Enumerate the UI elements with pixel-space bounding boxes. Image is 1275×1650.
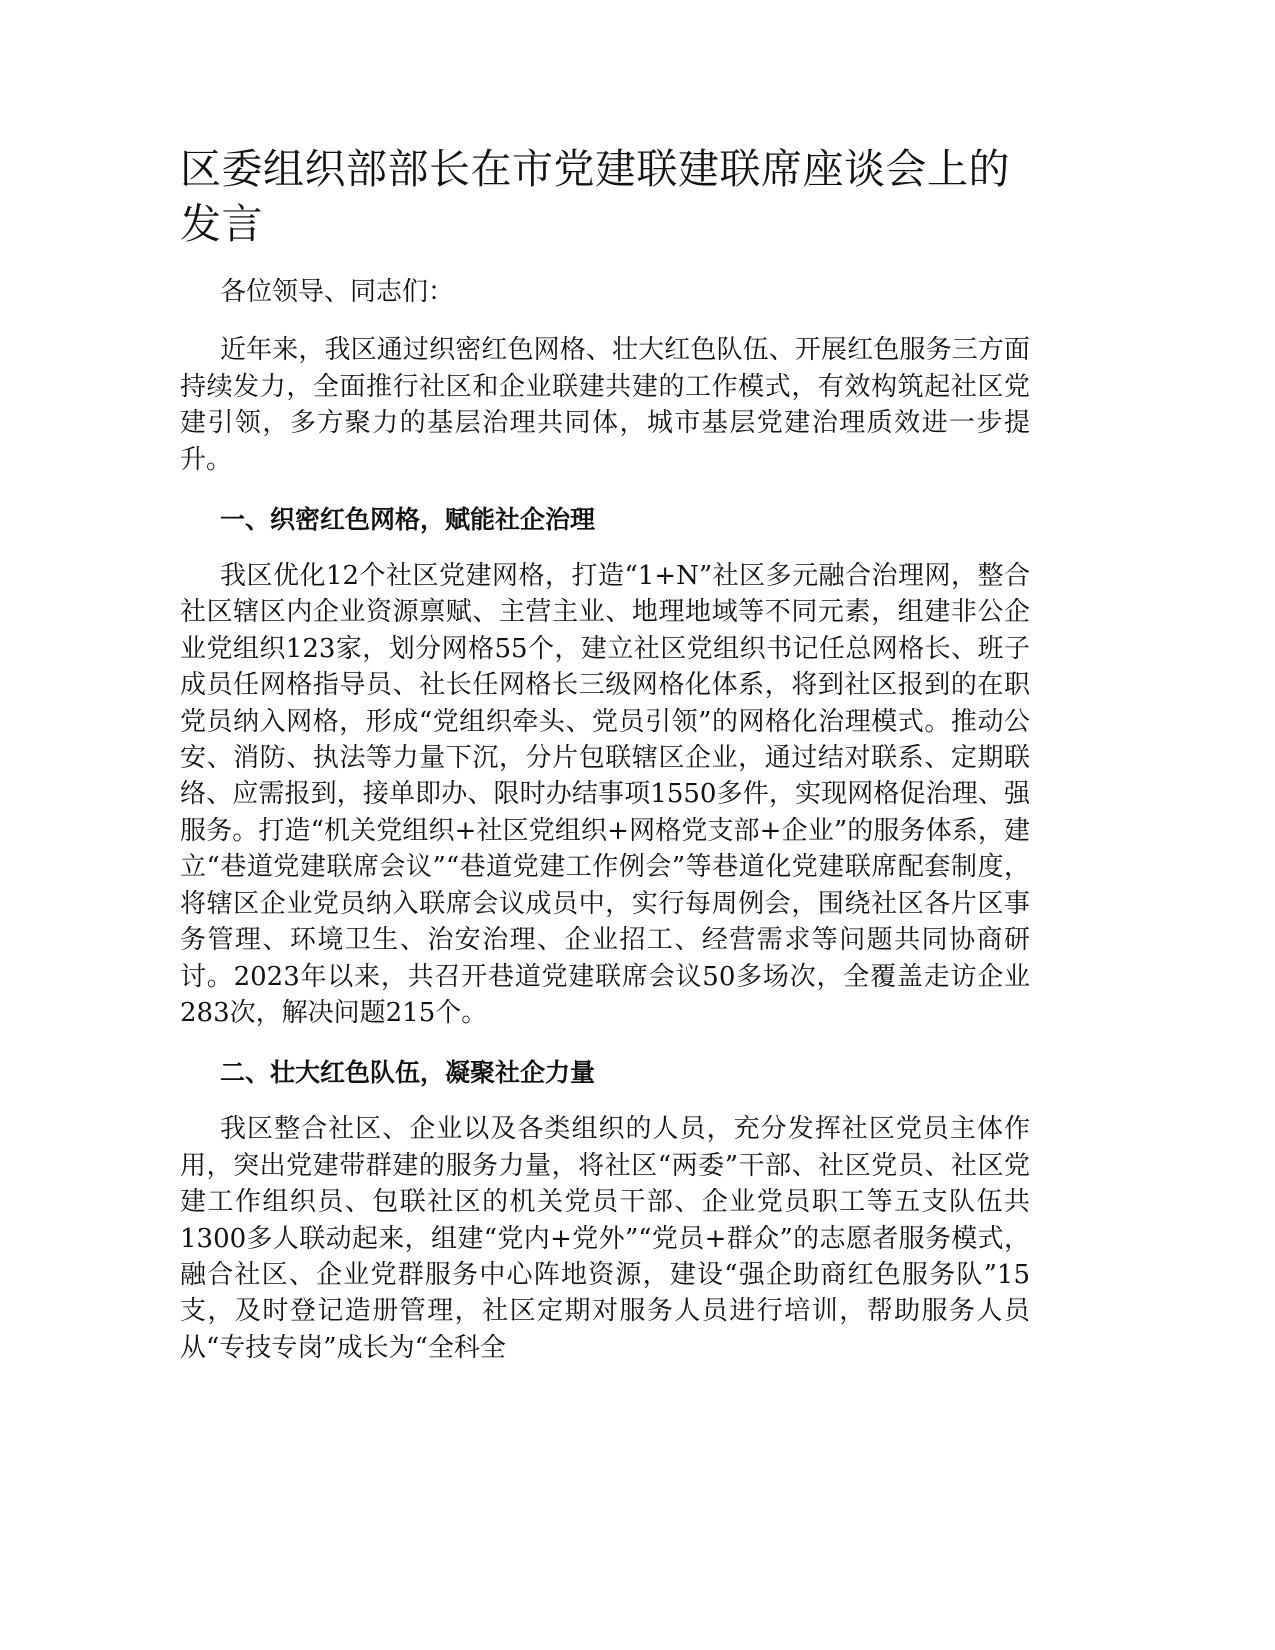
salutation: 各位领导、同志们： [220, 277, 455, 307]
document-page [180, 142, 1030, 1390]
section-body-2: 我区整合社区、企业以及各类组织的人员，充分发挥社区党员主体作用，突出党建带群建的服务力量，将社区“两委”干部、社区党员、社区党建工作组织员、包联社区的机关党员干部、企业党员职工等五支队伍共1300多人联动起来，组建“党内+党外”“党员+群众”的志愿者服务模式，融合社区、企业党群服务中心阵地资源，建设“强企助商红色服务队”15支，及时登记造册管理，社区定期对服务人员进行培训，帮助服务人员从“专技专岗”成长为“全科全 [180, 1114, 1030, 1363]
section-heading-1: 一、织密红色网格，赋能社企治理 [220, 505, 596, 535]
document-title: 区委组织部部长在市党建联建联席座谈会上的发言 [180, 145, 1010, 248]
section-heading-2: 二、壮大红色队伍，凝聚社企力量 [220, 1058, 596, 1088]
intro-paragraph: 近年来，我区通过织密红色网格、壮大红色队伍、开展红色服务三方面持续发力，全面推行社区和企业联建共建的工作模式，有效构筑起社区党建引领，多方聚力的基层治理共同体，城市基层党建治理质效进一步提升。 [180, 335, 1030, 475]
section-body-1: 我区优化12个社区党建网格，打造“1+N”社区多元融合治理网，整合社区辖区内企业资源禀赋、主营主业、地理地域等不同元素，组建非公企业党组织123家，划分网格55个，建立社区党组织书记任总网格长、班子成员任网格指导员、社长任网格长三级网格化体系，将到社区报到的在职党员纳入网格，形成“党组织牵头、党员引领”的网格化治理模式。推动公安、消防、执法等力量下沉，分片包联辖区企业，通过结对联系、定期联络、应需报到，接单即办、限时办结事项1550多件，实现网格促治理、强服务。打造“机关党组织+社区党组织+网格党支部+企业”的服务体系，建立“巷道党建联席会议”“巷道党建工作例会”等巷道化党建联席配套制度，将辖区企业党员纳入联席会议成员中，实行每周例会，围绕社区各片区事务管理、环境卫生、治安治理、企业招工、经营需求等问题共同协商研讨。2023年以来，共召开巷道党建联席会议50多场次，全覆盖走访企业283次，解决问题215个。 [180, 561, 1030, 1028]
